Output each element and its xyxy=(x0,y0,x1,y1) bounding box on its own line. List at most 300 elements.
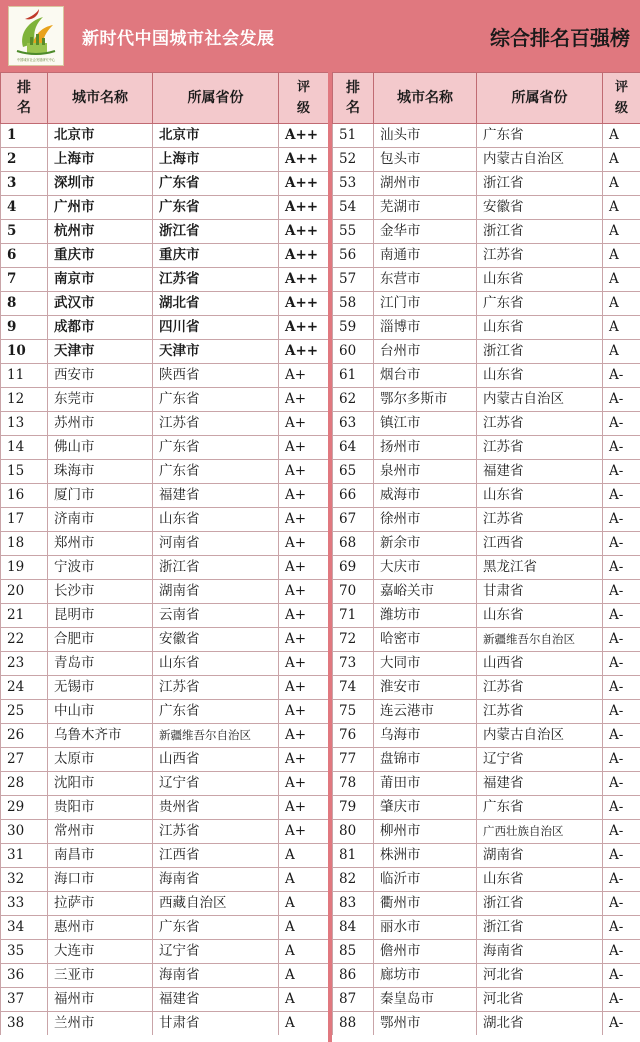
province-cell: 山东省 xyxy=(477,868,603,892)
table-row xyxy=(333,220,640,244)
column-header-province: 所属省份 xyxy=(153,73,279,124)
grade-cell: A xyxy=(279,868,329,892)
city-cell: 肇庆市 xyxy=(374,796,477,820)
table-row xyxy=(1,820,329,844)
grade-cell: A++ xyxy=(279,196,329,220)
city-cell: 乌海市 xyxy=(374,724,477,748)
table-row xyxy=(333,892,640,916)
column-header-city: 城市名称 xyxy=(374,73,477,124)
table-body-right xyxy=(333,124,640,1036)
province-cell: 广东省 xyxy=(477,292,603,316)
province-cell: 广东省 xyxy=(477,796,603,820)
grade-cell: A- xyxy=(603,892,640,916)
province-cell: 江西省 xyxy=(153,844,279,868)
grade-cell: A xyxy=(603,340,640,364)
rank-cell: 11 xyxy=(1,364,48,388)
grade-cell: A++ xyxy=(279,148,329,172)
province-cell: 新疆维吾尔自治区 xyxy=(153,724,279,748)
grade-cell: A+ xyxy=(279,796,329,820)
rank-cell: 77 xyxy=(333,748,374,772)
grade-cell: A- xyxy=(603,940,640,964)
province-cell: 浙江省 xyxy=(477,172,603,196)
city-cell: 鄂尔多斯市 xyxy=(374,388,477,412)
rank-cell: 13 xyxy=(1,412,48,436)
province-cell: 河南省 xyxy=(153,532,279,556)
rank-cell: 70 xyxy=(333,580,374,604)
rank-cell: 19 xyxy=(1,556,48,580)
column-header-province: 所属省份 xyxy=(477,73,603,124)
table-row xyxy=(333,820,640,844)
rank-cell: 66 xyxy=(333,484,374,508)
rank-cell: 84 xyxy=(333,916,374,940)
province-cell: 黑龙江省 xyxy=(477,556,603,580)
table-row xyxy=(333,940,640,964)
rank-cell: 64 xyxy=(333,436,374,460)
grade-cell: A- xyxy=(603,412,640,436)
grade-cell: A- xyxy=(603,844,640,868)
table-row xyxy=(333,724,640,748)
province-cell: 甘肃省 xyxy=(153,1012,279,1036)
grade-cell: A- xyxy=(603,772,640,796)
table-row xyxy=(333,772,640,796)
city-cell: 丽水市 xyxy=(374,916,477,940)
rank-cell: 59 xyxy=(333,316,374,340)
table-row xyxy=(1,532,329,556)
rank-cell: 55 xyxy=(333,220,374,244)
column-header-rank: 排名 xyxy=(1,73,48,124)
city-cell: 衢州市 xyxy=(374,892,477,916)
table-row xyxy=(1,124,329,148)
city-cell: 湖州市 xyxy=(374,172,477,196)
city-cell: 威海市 xyxy=(374,484,477,508)
rank-cell: 27 xyxy=(1,748,48,772)
rank-cell: 54 xyxy=(333,196,374,220)
rank-cell: 72 xyxy=(333,628,374,652)
province-cell: 浙江省 xyxy=(477,916,603,940)
rank-cell: 15 xyxy=(1,460,48,484)
city-cell: 三亚市 xyxy=(48,964,153,988)
rank-cell: 17 xyxy=(1,508,48,532)
grade-cell: A+ xyxy=(279,484,329,508)
city-cell: 连云港市 xyxy=(374,700,477,724)
province-cell: 安徽省 xyxy=(153,628,279,652)
table-row xyxy=(333,316,640,340)
grade-cell: A- xyxy=(603,604,640,628)
province-cell: 江苏省 xyxy=(153,412,279,436)
table-row xyxy=(1,772,329,796)
table-row xyxy=(333,340,640,364)
table-body-left xyxy=(1,124,329,1036)
city-cell: 台州市 xyxy=(374,340,477,364)
rank-cell: 75 xyxy=(333,700,374,724)
grade-cell: A++ xyxy=(279,220,329,244)
province-cell: 广东省 xyxy=(153,700,279,724)
column-header-grade: 评级 xyxy=(603,73,640,124)
city-cell: 天津市 xyxy=(48,340,153,364)
grade-cell: A+ xyxy=(279,364,329,388)
rank-cell: 24 xyxy=(1,676,48,700)
city-cell: 东营市 xyxy=(374,268,477,292)
rank-cell: 2 xyxy=(1,148,48,172)
province-cell: 重庆市 xyxy=(153,244,279,268)
city-cell: 广州市 xyxy=(48,196,153,220)
city-cell: 长沙市 xyxy=(48,580,153,604)
rank-cell: 74 xyxy=(333,676,374,700)
ranking-table-left xyxy=(0,72,329,1035)
grade-cell: A xyxy=(603,220,640,244)
province-cell: 海南省 xyxy=(477,940,603,964)
province-cell: 江苏省 xyxy=(477,436,603,460)
table-row xyxy=(333,172,640,196)
province-cell: 西藏自治区 xyxy=(153,892,279,916)
rank-cell: 76 xyxy=(333,724,374,748)
table-row xyxy=(333,460,640,484)
province-cell: 内蒙古自治区 xyxy=(477,388,603,412)
province-cell: 福建省 xyxy=(477,460,603,484)
province-cell: 湖北省 xyxy=(153,292,279,316)
grade-cell: A xyxy=(603,148,640,172)
grade-cell: A++ xyxy=(279,172,329,196)
table-row xyxy=(333,748,640,772)
city-cell: 东莞市 xyxy=(48,388,153,412)
table-row xyxy=(333,796,640,820)
table-row xyxy=(1,748,329,772)
report-title: 综合排名百强榜 xyxy=(490,26,630,50)
city-cell: 郑州市 xyxy=(48,532,153,556)
grade-cell: A- xyxy=(603,820,640,844)
province-cell: 甘肃省 xyxy=(477,580,603,604)
province-cell: 陕西省 xyxy=(153,364,279,388)
city-cell: 宁波市 xyxy=(48,556,153,580)
province-cell: 内蒙古自治区 xyxy=(477,148,603,172)
city-cell: 成都市 xyxy=(48,316,153,340)
rank-cell: 60 xyxy=(333,340,374,364)
province-cell: 浙江省 xyxy=(153,220,279,244)
table-row xyxy=(1,988,329,1012)
table-row xyxy=(333,556,640,580)
grade-cell: A+ xyxy=(279,412,329,436)
city-cell: 淮安市 xyxy=(374,676,477,700)
grade-cell: A xyxy=(279,916,329,940)
city-cell: 徐州市 xyxy=(374,508,477,532)
table-row xyxy=(333,700,640,724)
province-cell: 广东省 xyxy=(477,124,603,148)
table-row xyxy=(333,244,640,268)
grade-cell: A+ xyxy=(279,388,329,412)
city-cell: 泉州市 xyxy=(374,460,477,484)
grade-cell: A xyxy=(279,844,329,868)
province-cell: 山东省 xyxy=(477,316,603,340)
province-cell: 江苏省 xyxy=(153,676,279,700)
table-row xyxy=(1,220,329,244)
rank-cell: 81 xyxy=(333,844,374,868)
rank-cell: 51 xyxy=(333,124,374,148)
grade-cell: A xyxy=(603,292,640,316)
province-cell: 辽宁省 xyxy=(153,940,279,964)
table-row xyxy=(333,628,640,652)
province-cell: 辽宁省 xyxy=(153,772,279,796)
city-cell: 鄂州市 xyxy=(374,1012,477,1036)
rank-cell: 16 xyxy=(1,484,48,508)
grade-cell: A- xyxy=(603,580,640,604)
province-cell: 辽宁省 xyxy=(477,748,603,772)
table-row xyxy=(1,484,329,508)
rank-cell: 28 xyxy=(1,772,48,796)
city-cell: 盘锦市 xyxy=(374,748,477,772)
rank-cell: 79 xyxy=(333,796,374,820)
grade-cell: A xyxy=(603,196,640,220)
province-cell: 江苏省 xyxy=(153,820,279,844)
rank-cell: 67 xyxy=(333,508,374,532)
grade-cell: A xyxy=(603,268,640,292)
grade-cell: A xyxy=(603,244,640,268)
province-cell: 江苏省 xyxy=(477,244,603,268)
rank-cell: 25 xyxy=(1,700,48,724)
table-row xyxy=(1,148,329,172)
province-cell: 广西壮族自治区 xyxy=(477,820,603,844)
province-cell: 广东省 xyxy=(153,436,279,460)
table-row xyxy=(1,964,329,988)
table-row xyxy=(333,388,640,412)
ranking-tables xyxy=(0,72,640,1042)
province-cell: 广东省 xyxy=(153,460,279,484)
table-row xyxy=(1,508,329,532)
grade-cell: A+ xyxy=(279,532,329,556)
province-cell: 海南省 xyxy=(153,964,279,988)
column-header-rank: 排名 xyxy=(333,73,374,124)
province-cell: 浙江省 xyxy=(477,340,603,364)
table-row xyxy=(1,844,329,868)
table-row xyxy=(1,412,329,436)
table-row xyxy=(333,412,640,436)
rank-cell: 56 xyxy=(333,244,374,268)
city-cell: 厦门市 xyxy=(48,484,153,508)
city-cell: 大庆市 xyxy=(374,556,477,580)
grade-cell: A xyxy=(603,316,640,340)
rank-cell: 33 xyxy=(1,892,48,916)
rank-cell: 14 xyxy=(1,436,48,460)
province-cell: 山西省 xyxy=(477,652,603,676)
grade-cell: A- xyxy=(603,916,640,940)
table-row xyxy=(333,580,640,604)
city-cell: 新余市 xyxy=(374,532,477,556)
city-cell: 中山市 xyxy=(48,700,153,724)
header-banner xyxy=(0,0,640,74)
city-cell: 济南市 xyxy=(48,508,153,532)
grade-cell: A xyxy=(603,124,640,148)
grade-cell: A++ xyxy=(279,340,329,364)
rank-cell: 36 xyxy=(1,964,48,988)
city-cell: 淄博市 xyxy=(374,316,477,340)
rank-cell: 8 xyxy=(1,292,48,316)
rank-cell: 6 xyxy=(1,244,48,268)
grade-cell: A+ xyxy=(279,628,329,652)
province-cell: 山东省 xyxy=(477,604,603,628)
table-row xyxy=(333,124,640,148)
grade-cell: A+ xyxy=(279,676,329,700)
province-cell: 福建省 xyxy=(477,772,603,796)
table-row xyxy=(1,580,329,604)
rank-cell: 30 xyxy=(1,820,48,844)
city-cell: 太原市 xyxy=(48,748,153,772)
city-cell: 莆田市 xyxy=(374,772,477,796)
city-cell: 汕头市 xyxy=(374,124,477,148)
table-row xyxy=(333,652,640,676)
grade-cell: A+ xyxy=(279,460,329,484)
city-cell: 金华市 xyxy=(374,220,477,244)
rank-cell: 18 xyxy=(1,532,48,556)
province-cell: 江苏省 xyxy=(477,700,603,724)
city-cell: 秦皇岛市 xyxy=(374,988,477,1012)
rank-cell: 87 xyxy=(333,988,374,1012)
city-cell: 贵阳市 xyxy=(48,796,153,820)
province-cell: 天津市 xyxy=(153,340,279,364)
rank-cell: 20 xyxy=(1,580,48,604)
city-cell: 大同市 xyxy=(374,652,477,676)
city-cell: 嘉峪关市 xyxy=(374,580,477,604)
rank-cell: 61 xyxy=(333,364,374,388)
city-cell: 重庆市 xyxy=(48,244,153,268)
grade-cell: A+ xyxy=(279,724,329,748)
province-cell: 江苏省 xyxy=(477,676,603,700)
grade-cell: A- xyxy=(603,460,640,484)
province-cell: 贵州省 xyxy=(153,796,279,820)
province-cell: 广东省 xyxy=(153,172,279,196)
grade-cell: A- xyxy=(603,988,640,1012)
rank-cell: 23 xyxy=(1,652,48,676)
city-cell: 廊坊市 xyxy=(374,964,477,988)
grade-cell: A- xyxy=(603,700,640,724)
city-cell: 西安市 xyxy=(48,364,153,388)
province-cell: 湖南省 xyxy=(153,580,279,604)
table-row xyxy=(1,796,329,820)
city-cell: 南京市 xyxy=(48,268,153,292)
table-header-row xyxy=(1,73,329,124)
rank-cell: 86 xyxy=(333,964,374,988)
table-row xyxy=(1,628,329,652)
province-cell: 四川省 xyxy=(153,316,279,340)
grade-cell: A+ xyxy=(279,508,329,532)
province-cell: 福建省 xyxy=(153,484,279,508)
grade-cell: A++ xyxy=(279,292,329,316)
table-row xyxy=(1,868,329,892)
grade-cell: A xyxy=(279,940,329,964)
province-cell: 海南省 xyxy=(153,868,279,892)
city-cell: 兰州市 xyxy=(48,1012,153,1036)
table-row xyxy=(333,868,640,892)
province-cell: 山东省 xyxy=(477,364,603,388)
table-row xyxy=(1,196,329,220)
province-cell: 江苏省 xyxy=(477,412,603,436)
table-row xyxy=(1,268,329,292)
rank-cell: 31 xyxy=(1,844,48,868)
table-row xyxy=(333,844,640,868)
rank-cell: 62 xyxy=(333,388,374,412)
table-row xyxy=(333,964,640,988)
province-cell: 湖北省 xyxy=(477,1012,603,1036)
grade-cell: A- xyxy=(603,724,640,748)
rank-cell: 83 xyxy=(333,892,374,916)
rank-cell: 5 xyxy=(1,220,48,244)
province-cell: 湖南省 xyxy=(477,844,603,868)
province-cell: 内蒙古自治区 xyxy=(477,724,603,748)
city-cell: 潍坊市 xyxy=(374,604,477,628)
province-cell: 广东省 xyxy=(153,196,279,220)
city-cell: 临沂市 xyxy=(374,868,477,892)
table-row xyxy=(1,388,329,412)
rank-cell: 65 xyxy=(333,460,374,484)
city-cell: 惠州市 xyxy=(48,916,153,940)
grade-cell: A+ xyxy=(279,556,329,580)
table-row xyxy=(1,316,329,340)
rank-cell: 68 xyxy=(333,532,374,556)
table-row xyxy=(1,340,329,364)
city-cell: 沈阳市 xyxy=(48,772,153,796)
province-cell: 安徽省 xyxy=(477,196,603,220)
rank-cell: 58 xyxy=(333,292,374,316)
rank-cell: 57 xyxy=(333,268,374,292)
grade-cell: A- xyxy=(603,532,640,556)
grade-cell: A xyxy=(279,1012,329,1036)
table-row xyxy=(333,364,640,388)
table-row xyxy=(1,244,329,268)
rank-cell: 52 xyxy=(333,148,374,172)
grade-cell: A+ xyxy=(279,580,329,604)
city-cell: 昆明市 xyxy=(48,604,153,628)
city-cell: 柳州市 xyxy=(374,820,477,844)
city-cell: 扬州市 xyxy=(374,436,477,460)
column-header-grade: 评级 xyxy=(279,73,329,124)
rank-cell: 34 xyxy=(1,916,48,940)
table-row xyxy=(1,1012,329,1036)
table-row xyxy=(1,460,329,484)
grade-cell: A- xyxy=(603,964,640,988)
city-cell: 海口市 xyxy=(48,868,153,892)
grade-cell: A- xyxy=(603,748,640,772)
province-cell: 河北省 xyxy=(477,964,603,988)
city-cell: 南通市 xyxy=(374,244,477,268)
table-row xyxy=(1,172,329,196)
city-cell: 珠海市 xyxy=(48,460,153,484)
rank-cell: 21 xyxy=(1,604,48,628)
logo xyxy=(8,6,64,66)
city-cell: 南昌市 xyxy=(48,844,153,868)
grade-cell: A- xyxy=(603,652,640,676)
table-row xyxy=(333,988,640,1012)
grade-cell: A- xyxy=(603,508,640,532)
province-cell: 江西省 xyxy=(477,532,603,556)
city-cell: 拉萨市 xyxy=(48,892,153,916)
grade-cell: A+ xyxy=(279,772,329,796)
rank-cell: 3 xyxy=(1,172,48,196)
table-row xyxy=(1,556,329,580)
city-cell: 上海市 xyxy=(48,148,153,172)
rank-cell: 71 xyxy=(333,604,374,628)
table-row xyxy=(1,940,329,964)
city-cell: 株洲市 xyxy=(374,844,477,868)
grade-cell: A+ xyxy=(279,700,329,724)
rank-cell: 9 xyxy=(1,316,48,340)
table-row xyxy=(1,292,329,316)
rank-cell: 1 xyxy=(1,124,48,148)
rank-cell: 4 xyxy=(1,196,48,220)
province-cell: 山东省 xyxy=(477,484,603,508)
rank-cell: 82 xyxy=(333,868,374,892)
grade-cell: A+ xyxy=(279,820,329,844)
city-cell: 武汉市 xyxy=(48,292,153,316)
rank-cell: 73 xyxy=(333,652,374,676)
province-cell: 江苏省 xyxy=(477,508,603,532)
